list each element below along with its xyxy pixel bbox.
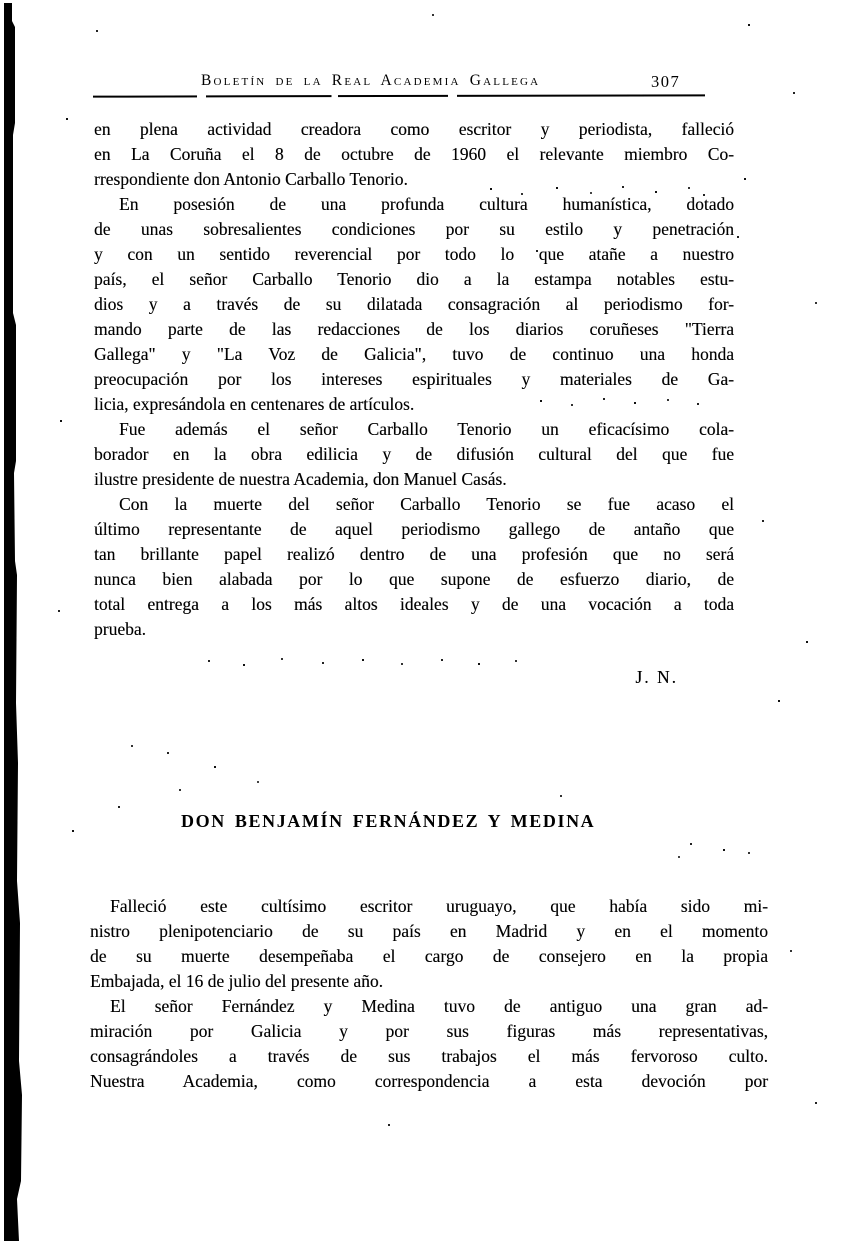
text-line: El señor Fernández y Medina tuvo de antiguo una gran ad- bbox=[110, 996, 768, 1016]
text-line: prueba. bbox=[94, 619, 146, 639]
text-line: en La Coruña el 8 de octubre de 1960 el relevante miembro Co- bbox=[94, 144, 734, 164]
text-line: Gallega" y "La Voz de Galicia", tuvo de continuo una honda bbox=[94, 344, 734, 364]
text-line: país, el señor Carballo Tenorio dio a la estampa notables estu- bbox=[94, 269, 734, 289]
text-line: nunca bien alabada por lo que supone de esfuerzo diario, de bbox=[94, 569, 734, 589]
text-line: Embajada, el 16 de julio del presente año. bbox=[90, 971, 384, 991]
obituary-antonio-carballo-tenorio bbox=[94, 117, 734, 642]
article-heading: DON BENJAMÍN FERNÁNDEZ Y MEDINA bbox=[181, 811, 596, 831]
text-line: borador en la obra edilicia y de difusión cultural del que fue bbox=[94, 444, 734, 464]
text-line: miración por Galicia y por sus figuras más representativas, bbox=[90, 1021, 768, 1041]
journal-title: Boletín de la Real Academia Gallega bbox=[201, 72, 541, 89]
text-line: Fue además el señor Carballo Tenorio un eficacísimo cola- bbox=[119, 419, 734, 439]
obituary-benjamin-fernandez-y-medina bbox=[90, 894, 768, 1094]
text-line: mando parte de las redacciones de los diarios coruñeses "Tierra bbox=[94, 319, 734, 339]
text-line: Con la muerte del señor Carballo Tenorio se fue acaso el bbox=[119, 494, 734, 514]
text-line: nistro plenipotenciario de su país en Madrid y en el momento bbox=[90, 921, 768, 941]
text-line: de unas sobresalientes condiciones por su estilo y penetración bbox=[94, 219, 734, 239]
text-line: de su muerte desempeñaba el cargo de consejero en la propia bbox=[90, 946, 768, 966]
paragraph bbox=[94, 492, 734, 642]
text-line: tan brillante papel realizó dentro de una profesión que no será bbox=[94, 544, 734, 564]
paragraph bbox=[94, 192, 734, 417]
text-line: licia, expresándola en centenares de artículos. bbox=[94, 394, 415, 414]
paragraph bbox=[94, 117, 734, 192]
book-gutter-shadow bbox=[4, 3, 23, 1241]
text-line: total entrega a los más altos ideales y de una vocación a toda bbox=[94, 594, 734, 614]
page-number: 307 bbox=[651, 72, 681, 91]
scan-noise bbox=[0, 0, 2, 2]
text-line: Nuestra Academia, como correspondencia a esta devoción por bbox=[90, 1071, 768, 1091]
text-line: ilustre presidente de nuestra Academia, don Manuel Casás. bbox=[94, 469, 507, 489]
text-line: preocupación por los intereses espirituales y materiales de Ga- bbox=[94, 369, 734, 389]
text-line: en plena actividad creadora como escritor y periodista, falleció bbox=[94, 119, 734, 139]
author-initials: J. N. bbox=[635, 667, 678, 687]
header-rule bbox=[93, 94, 705, 97]
text-line: consagrándoles a través de sus trabajos el más fervoroso culto. bbox=[90, 1046, 768, 1066]
text-line: dios y a través de su dilatada consagración al periodismo for- bbox=[94, 294, 734, 314]
paragraph bbox=[90, 994, 768, 1094]
text-line: último representante de aquel periodismo gallego de antaño que bbox=[94, 519, 734, 539]
text-line: Falleció este cultísimo escritor uruguayo, que había sido mi- bbox=[110, 896, 768, 916]
text-line: En posesión de una profunda cultura humanística, dotado bbox=[119, 194, 734, 214]
text-line: rrespondiente don Antonio Carballo Tenorio. bbox=[94, 169, 408, 189]
paragraph bbox=[94, 417, 734, 492]
text-line: y con un sentido reverencial por todo lo que atañe a nuestro bbox=[94, 244, 734, 264]
paragraph bbox=[90, 894, 768, 994]
